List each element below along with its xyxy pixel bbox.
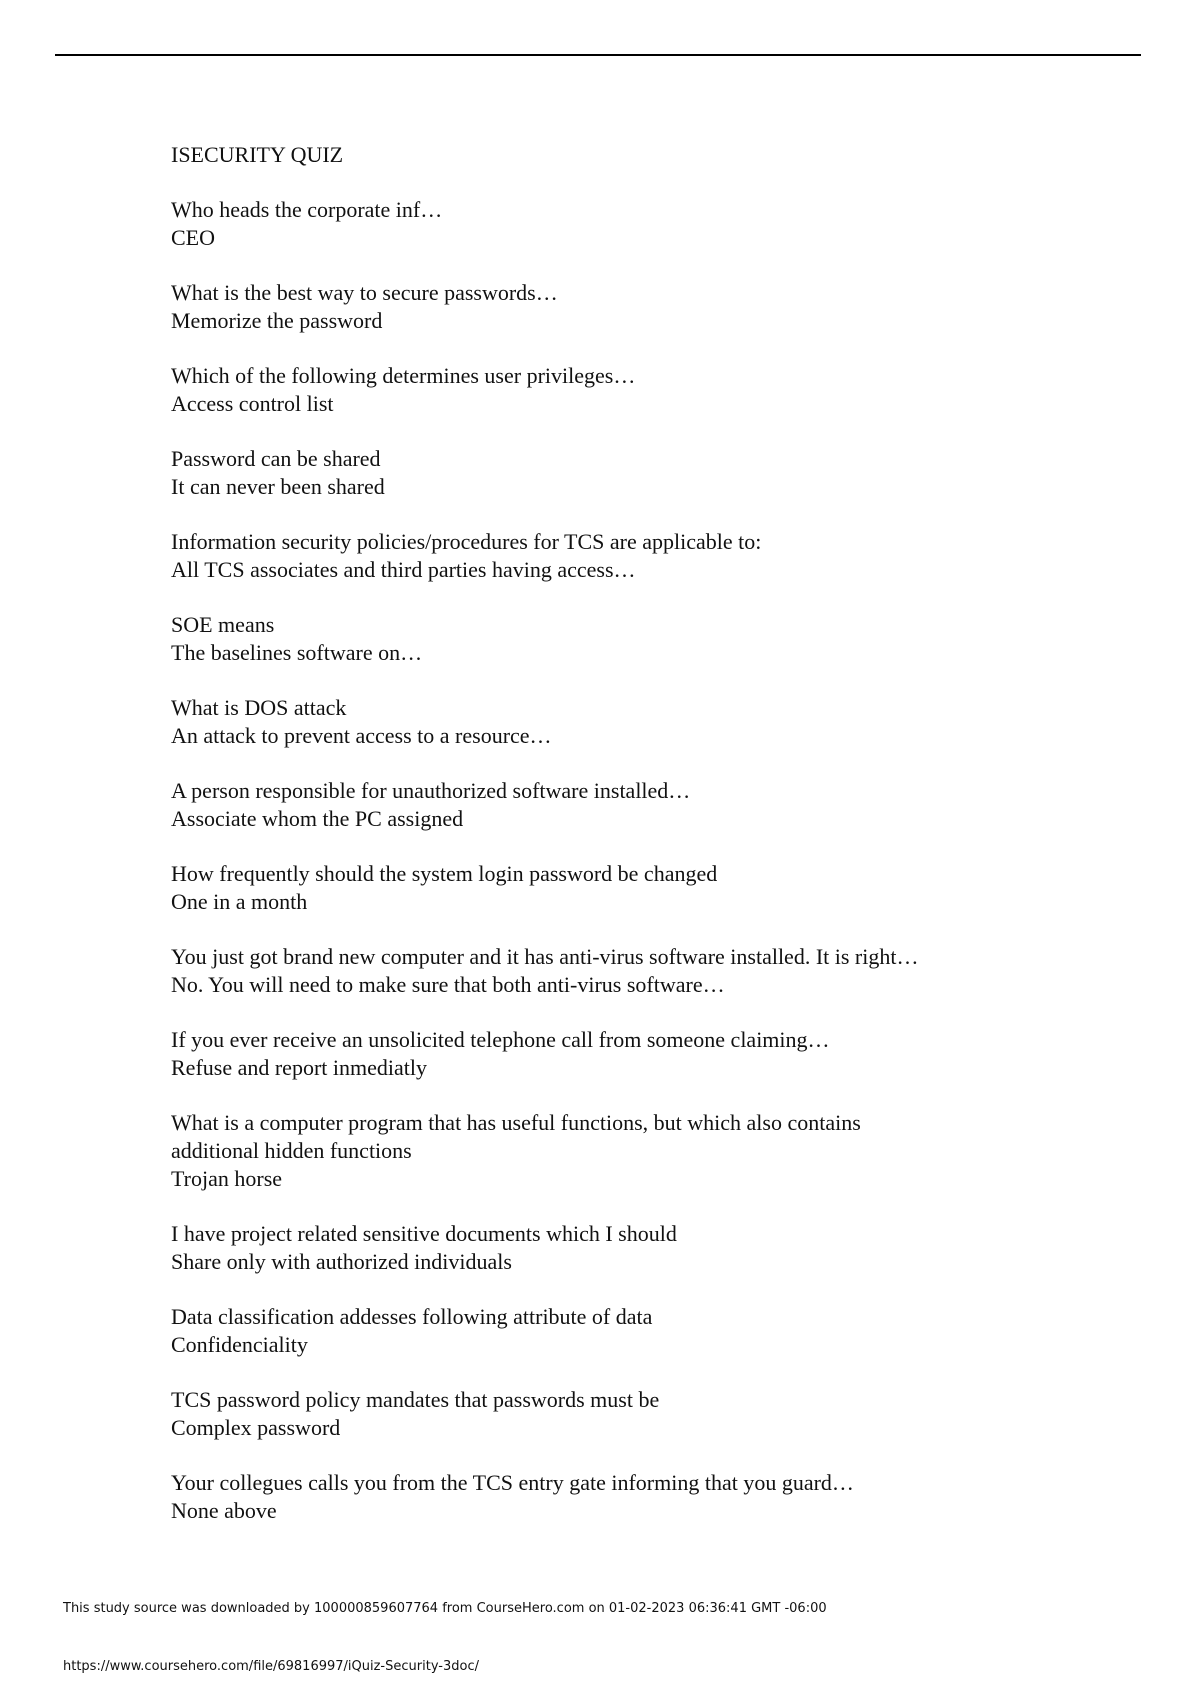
qa-item xyxy=(171,1386,1071,1442)
qa-question: additional hidden functions xyxy=(171,1138,412,1163)
qa-item xyxy=(171,279,1071,335)
qa-answer: No. You will need to make sure that both anti-virus software… xyxy=(171,972,725,997)
qa-item xyxy=(171,611,1071,667)
qa-item xyxy=(171,1303,1071,1359)
qa-item xyxy=(171,196,1071,252)
qa-answer: Refuse and report inmediatly xyxy=(171,1055,427,1080)
qa-answer: Associate whom the PC assigned xyxy=(171,806,464,831)
qa-question: Information security policies/procedures for TCS are applicable to: xyxy=(171,529,762,554)
qa-question: Who heads the corporate inf… xyxy=(171,197,443,222)
qa-question: TCS password policy mandates that passwords must be xyxy=(171,1387,660,1412)
qa-answer: One in a month xyxy=(171,889,308,914)
qa-answer: Access control list xyxy=(171,391,334,416)
qa-question: What is DOS attack xyxy=(171,695,347,720)
qa-question: If you ever receive an unsolicited telephone call from someone claiming… xyxy=(171,1027,830,1052)
footer-source-note: This study source was downloaded by 100000859607764 from CourseHero.com on 01-02-2023 06:36:41 GMT -06:00 xyxy=(63,1601,827,1616)
qa-answer: Confidenciality xyxy=(171,1332,308,1357)
qa-answer: None above xyxy=(171,1498,277,1523)
footer-url[interactable]: https://www.coursehero.com/file/69816997/iQuiz-Security-3doc/ xyxy=(63,1659,479,1674)
document-title: ISECURITY QUIZ xyxy=(171,142,344,167)
qa-answer: Share only with authorized individuals xyxy=(171,1249,512,1274)
qa-question: What is a computer program that has useful functions, but which also contains xyxy=(171,1110,861,1135)
qa-answer: It can never been shared xyxy=(171,474,385,499)
qa-question: What is the best way to secure passwords… xyxy=(171,280,558,305)
qa-question: SOE means xyxy=(171,612,275,637)
document-body xyxy=(171,141,1071,1552)
qa-item xyxy=(171,362,1071,418)
qa-list xyxy=(171,196,1071,1525)
qa-item xyxy=(171,528,1071,584)
qa-question: Which of the following determines user privileges… xyxy=(171,363,636,388)
qa-item xyxy=(171,860,1071,916)
qa-question: A person responsible for unauthorized software installed… xyxy=(171,778,691,803)
qa-item xyxy=(171,694,1071,750)
qa-item xyxy=(171,1109,1071,1193)
qa-question: I have project related sensitive documents which I should xyxy=(171,1221,677,1246)
qa-question: Your collegues calls you from the TCS entry gate informing that you guard… xyxy=(171,1470,854,1495)
qa-answer: Memorize the password xyxy=(171,308,383,333)
qa-answer: All TCS associates and third parties having access… xyxy=(171,557,636,582)
qa-item xyxy=(171,1469,1071,1525)
qa-question: How frequently should the system login password be changed xyxy=(171,861,718,886)
qa-item xyxy=(171,777,1071,833)
top-rule xyxy=(55,54,1141,56)
qa-question: You just got brand new computer and it has anti-virus software installed. It is right… xyxy=(171,944,919,969)
qa-question: Password can be shared xyxy=(171,446,381,471)
qa-item xyxy=(171,1026,1071,1082)
qa-answer: The baselines software on… xyxy=(171,640,423,665)
qa-answer: Trojan horse xyxy=(171,1166,283,1191)
qa-item xyxy=(171,943,1071,999)
qa-item xyxy=(171,445,1071,501)
qa-answer: Complex password xyxy=(171,1415,341,1440)
qa-item xyxy=(171,1220,1071,1276)
qa-answer: An attack to prevent access to a resource… xyxy=(171,723,552,748)
qa-question: Data classification addesses following attribute of data xyxy=(171,1304,653,1329)
qa-answer: CEO xyxy=(171,225,215,250)
